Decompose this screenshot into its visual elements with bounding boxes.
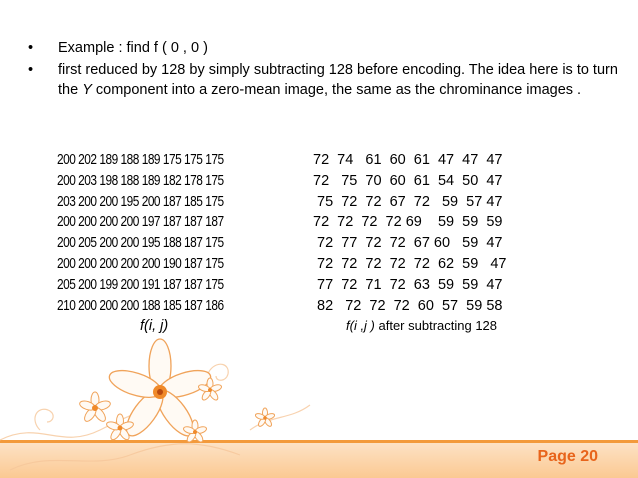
- matrix-row: 72 74 61 60 61 47 47 47: [313, 152, 503, 168]
- bullet-explanation-text-a: first reduced by 128 by simply subtracting 128 before encoding. The idea here is to turn the: [58, 62, 618, 98]
- shifted-matrix-caption: [346, 318, 497, 333]
- matrix-row: 205 200 199 200 191 187 187 175: [57, 276, 224, 293]
- matrix-row: 200 202 189 188 189 175 175 175: [57, 152, 224, 168]
- matrix-row: 82 72 72 72 60 57 59 58: [313, 297, 503, 314]
- shifted-matrix: [313, 150, 506, 316]
- matrix-row: 200 200 200 200 200 190 187 175: [57, 255, 224, 272]
- matrix-row: 72 75 70 60 61 54 50 47: [313, 172, 503, 189]
- bullet-dot-icon: •: [28, 40, 34, 56]
- original-matrix-caption: f(i, j): [140, 318, 169, 334]
- floral-decoration-icon: [0, 320, 320, 478]
- matrix-row: 72 77 72 72 67 60 59 47: [313, 235, 503, 252]
- page-number: Page 20: [537, 448, 598, 465]
- bullet-example-text: Example : find f ( 0 , 0 ): [58, 40, 208, 56]
- shifted-caption-text: after subtracting 128: [374, 318, 498, 333]
- bullet-explanation-text-b: component into a zero-mean image, the same as the chrominance images .: [91, 82, 582, 98]
- matrix-row: 200 203 198 188 189 182 178 175: [57, 172, 224, 189]
- matrix-row: 200 200 200 200 197 187 187 187: [57, 214, 224, 231]
- matrix-row: 77 72 71 72 63 59 59 47: [313, 276, 503, 293]
- matrix-row: 200 205 200 200 195 188 187 175: [57, 235, 224, 252]
- bullet-list: [28, 38, 618, 100]
- bullet-example: [28, 38, 618, 58]
- bullet-explanation: [28, 60, 618, 100]
- bullet-dot-icon: •: [28, 62, 34, 78]
- original-matrix: [57, 150, 224, 316]
- matrix-row: 75 72 72 67 72 59 57 47: [313, 193, 503, 210]
- matrix-row: 72 72 72 72 72 62 59 47: [313, 255, 507, 272]
- matrix-row: 72 72 72 72 69 59 59 59: [313, 214, 503, 231]
- matrix-row: 210 200 200 200 188 185 187 186: [57, 297, 224, 314]
- bullet-explanation-y: Y: [82, 82, 92, 98]
- shifted-caption-function: f(i ,j ): [346, 318, 375, 333]
- matrix-row: 203 200 200 195 200 187 185 175: [57, 193, 224, 210]
